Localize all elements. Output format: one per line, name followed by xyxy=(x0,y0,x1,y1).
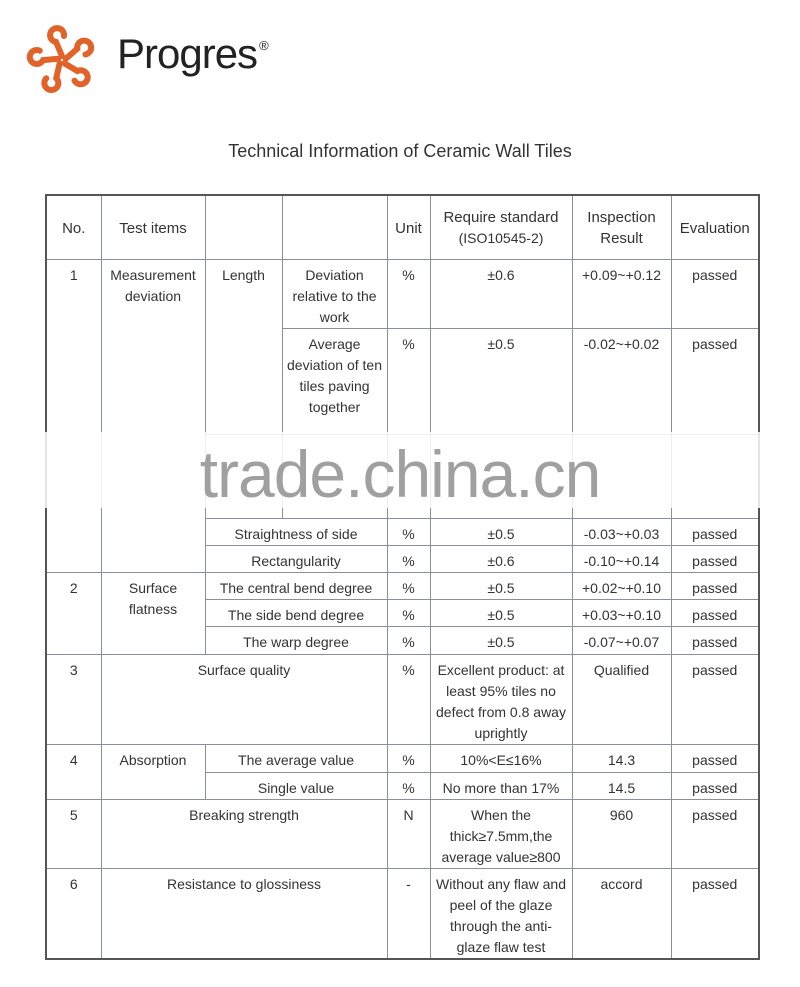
table-row: Rectangularity % ±0.6 -0.10~+0.14 passed xyxy=(46,545,759,572)
col-test-items: Test items xyxy=(101,195,205,259)
spec-table xyxy=(45,194,760,960)
brand-name: Progres ® xyxy=(117,30,268,77)
table-row: Straightness of side % ±0.5 -0.03~+0.03 passed xyxy=(46,518,759,545)
table-header xyxy=(46,195,759,259)
table-row: The warp degree % ±0.5 -0.07~+0.07 passed xyxy=(46,626,759,654)
progres-logo-icon xyxy=(22,22,102,97)
col-evaluation: Evaluation xyxy=(671,195,759,259)
col-no: No. xyxy=(46,195,101,259)
table-row: 3 Surface quality % Excellent product: at least 95% tiles no defect from 0.8 away uprightly Qualified passed xyxy=(46,654,759,744)
table-row: Average deviation of ten tiles paving together % ±0.5 -0.02~+0.02 passed xyxy=(46,328,759,434)
col-unit: Unit xyxy=(387,195,430,259)
table-row: 1 Measurement deviation Length Deviation relative to the work % ±0.6 +0.09~+0.12 passed xyxy=(46,259,759,328)
table-row: The side bend degree % ±0.5 +0.03~+0.10 passed xyxy=(46,599,759,626)
table-row: 6 Resistance to glossiness - Without any flaw and peel of the glaze through the anti-glaze flaw test accord passed xyxy=(46,868,759,959)
table-row: Single value % No more than 17% 14.5 passed xyxy=(46,772,759,799)
col-require: Require standard (ISO10545-2) xyxy=(430,195,572,259)
table-row: 5 Breaking strength N When the thick≥7.5mm,the average value≥800 960 passed xyxy=(46,799,759,868)
table-row: 2 Surface flatness The central bend degree % ±0.5 +0.02~+0.10 passed xyxy=(46,572,759,599)
watermark: trade.china.cn xyxy=(199,437,601,511)
col-inspection: Inspection Result xyxy=(572,195,671,259)
page-title: Technical Information of Ceramic Wall Tiles xyxy=(228,141,572,161)
table-row: 4 Absorption The average value % 10%<E≤16% 14.3 passed xyxy=(46,744,759,772)
